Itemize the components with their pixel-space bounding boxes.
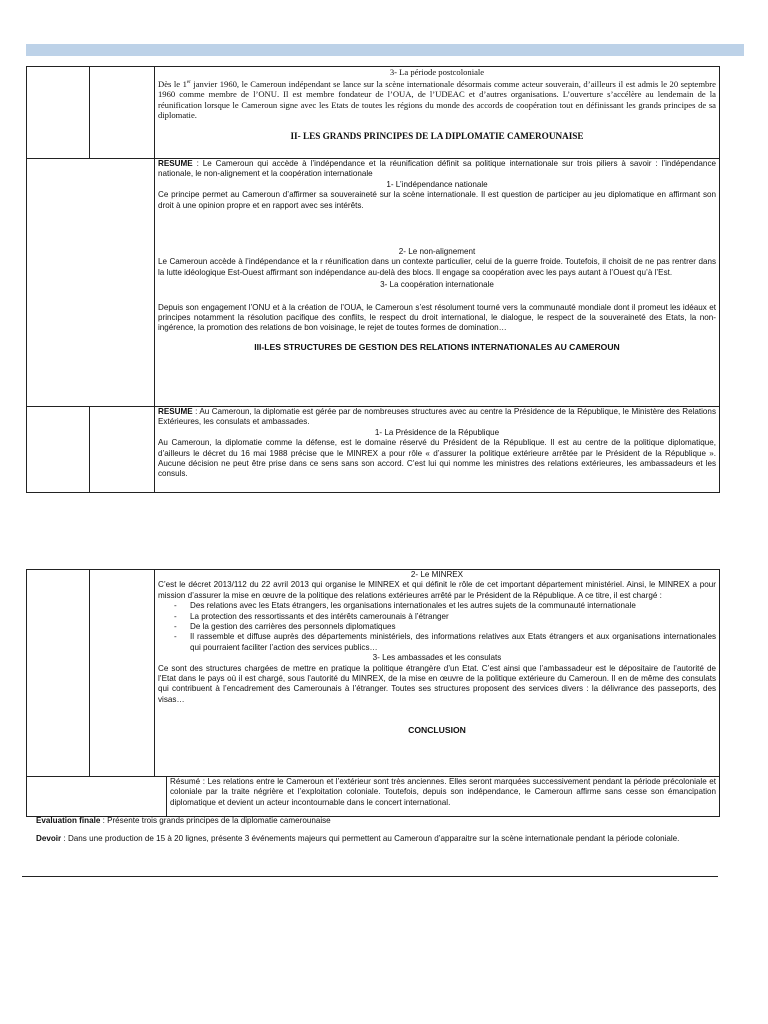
paragraph-rest: janvier 1960, le Cameroun indépendant se lance sur la scène internationale désormais comme acteur souverain, d’ailleurs il est admis le 20 septembre 1960 comme membre de l’ONU. Il est membre fondateur de l’OUA, de l’UDEAC et d’autres organisations. L’ouverture s’accélère au lendemain de la réunification lorsque le Cameroun signe avec les Etats de toutes les régions du monde des accords de coopération tout en définissant les grands principes de sa diplomatie. [158,78,716,121]
resume-label: RESUME [158,407,193,416]
evaluation-line [22,816,718,826]
paragraph: Le Cameroun accède à l’indépendance et la r réunification dans un contexte particulier, celui de la guerre froide. Toutefois, il choisit de ne pas rentrer dans la lutte idéologique Est-Ouest affirmant son indépendance au-delà des blocs. Il engage sa coopération avec les pays autant à l’Ouest qu’à l’Est. [158,257,716,277]
lesson-table-bottom [26,569,720,777]
eval-label: Evaluation finale [36,816,101,825]
section-subtitle: 3- La période postcoloniale [389,67,485,77]
resume-text: : Le Cameroun qui accède à l’indépendance et la réunification définit sa politique internationale sur trois piliers à savoir : l’indépendance nationale, le non-alignement et la coopération internationale [158,159,716,179]
empty-cell [27,777,167,817]
devoir-text: : Dans une production de 15 à 20 lignes, présente 3 événements majeurs qui permettent au Cameroun d’apparaitre sur la scène internationale pendant la période coloniale. [61,834,680,844]
empty-cell [27,159,155,407]
paragraph: Ce sont des structures chargées de mettre en pratique la politique étrangère d’un Etat. C’est ainsi que l’ambassadeur est le dépositaire de l’autorité de l’Etat dans le pays où il est chargé, sous l’autorité du MINREX, de la mise en œuvre de la politique extérieure du Cameroun. Il en de même des consulats qui contribuent à l’encadrement des Camerounais à l’étranger. Toutes ses structures proposent des services divers : la délivrance des passeports, des visas… [158,663,716,704]
devoir-line [22,834,718,844]
subsection-title: 3- Les ambassades et les consulats [372,653,502,663]
empty-cell [90,407,155,493]
eval-text: : Présente trois grands principes de la diplomatie camerounaise [100,816,331,825]
section-title: II- LES GRANDS PRINCIPES DE LA DIPLOMATIE CAMEROUNAISE [290,130,584,141]
postcolonial-cell [155,67,720,159]
empty-cell [27,570,90,777]
subsection-title: 2- Le non-alignement [398,247,476,257]
resume-label: RESUME [158,159,193,168]
empty-cell [90,67,155,159]
header-band [26,44,744,56]
list-item: - Il rassemble et diffuse auprès des départements ministériels, des informations relatives aux Etats étrangers et aux organisations internationales qui pourraient faciliter l’action des services publics… [190,632,716,653]
subsection-title: 2- Le MINREX [410,570,464,579]
evaluation-block [22,816,718,877]
paragraph: Depuis son engagement l’ONU et à la création de l’OUA, le Cameroun s’est résolument tourné vers la communauté mondiale dont il promeut les idéaux et principes notamment la résolution pacifique des conflits, le respect du droit international, le dialogue, le respect de la souveraineté des Etats, la non-ingérence, la promotion des relations de bon voisinage, le rejet de toutes formes de domination… [158,302,716,333]
conclusion-cell [167,777,720,817]
duties-list [158,601,716,653]
table-row [27,570,720,777]
conclusion-table [26,776,720,817]
section-title: III-LES STRUCTURES DE GESTION DES RELATIONS INTERNATIONALES AU CAMEROUN [254,341,620,352]
paragraph: Au Cameroun, la diplomatie comme la défense, est le domaine réservé du Président de la République. Il est au centre de la politique diplomatique, d’ailleurs le décret du 16 mai 1988 précise que le MINREX a pour rôle « d’assurer la politique extérieure arrêtée par le Président de la République ». Aucune décision ne peut être prise dans ce sens sans son accord. C’est lui qui nomme les ministres des relations extérieures, les ambassadeurs et les consuls. [158,438,716,479]
subsection-title: 1- La Présidence de la République [374,427,500,437]
table-row [27,407,720,493]
resume [158,159,716,180]
paragraph: Résumé : Les relations entre le Cameroun et l’extérieur sont très anciennes. Elles seront marquées successivement pendant la période précoloniale et coloniale par la traite négrière et l’exploitation coloniale. Toutefois, depuis son indépendance, le Cameroun affirme sans cesse son émancipation diplomatique et devient un acteur incontournable dans le concert international. [170,777,716,807]
empty-cell [90,570,155,777]
empty-cell [27,67,90,159]
paragraph-start: Dès le 1 [158,78,187,89]
list-item: - De la gestion des carrières des personnels diplomatiques [190,622,716,632]
subsection-title: 1- L’indépendance nationale [386,179,488,189]
empty-cell [27,407,90,493]
paragraph [158,78,716,121]
resume-text: : Au Cameroun, la diplomatie est gérée par de nombreuses structures avec au centre la Présidence de la République, le Ministère des Relations Extérieures, les consulats et ambassades. [158,407,716,427]
resume [158,407,716,428]
paragraph: Ce principe permet au Cameroun d’affirmer sa souveraineté sur la scène internationale. Il est question de participer au jeu diplomatique en affirmant son droit à une opinion propre et en rapport avec ses intérêts. [158,190,716,210]
devoir-label: Devoir [36,834,62,844]
table-row [27,67,720,159]
table-row [27,159,720,407]
lesson-table-top [26,66,720,493]
superscript: er [186,79,191,85]
list-item: - Des relations avec les Etats étrangers, les organisations internationales et les autres sujets de la communauté internationale [190,601,716,611]
conclusion-title: CONCLUSION [408,725,466,736]
table-row [27,777,720,817]
principles-cell [155,159,720,407]
paragraph: C’est le décret 2013/112 du 22 avril 2013 qui organise le MINREX et qui définit le rôle de cet important département ministériel. Ainsi, le MINREX a pour mission d’assurer la mise en œuvre de la politique des relations extérieures arrêté par le Président de la République. A ce titre, il est chargé : [158,580,716,600]
structures-cell [155,407,720,493]
subsection-title: 3- La coopération internationale [380,280,494,290]
minrex-cell [155,570,720,777]
list-item: - La protection des ressortissants et des intérêts camerounais à l’étranger [190,612,716,622]
